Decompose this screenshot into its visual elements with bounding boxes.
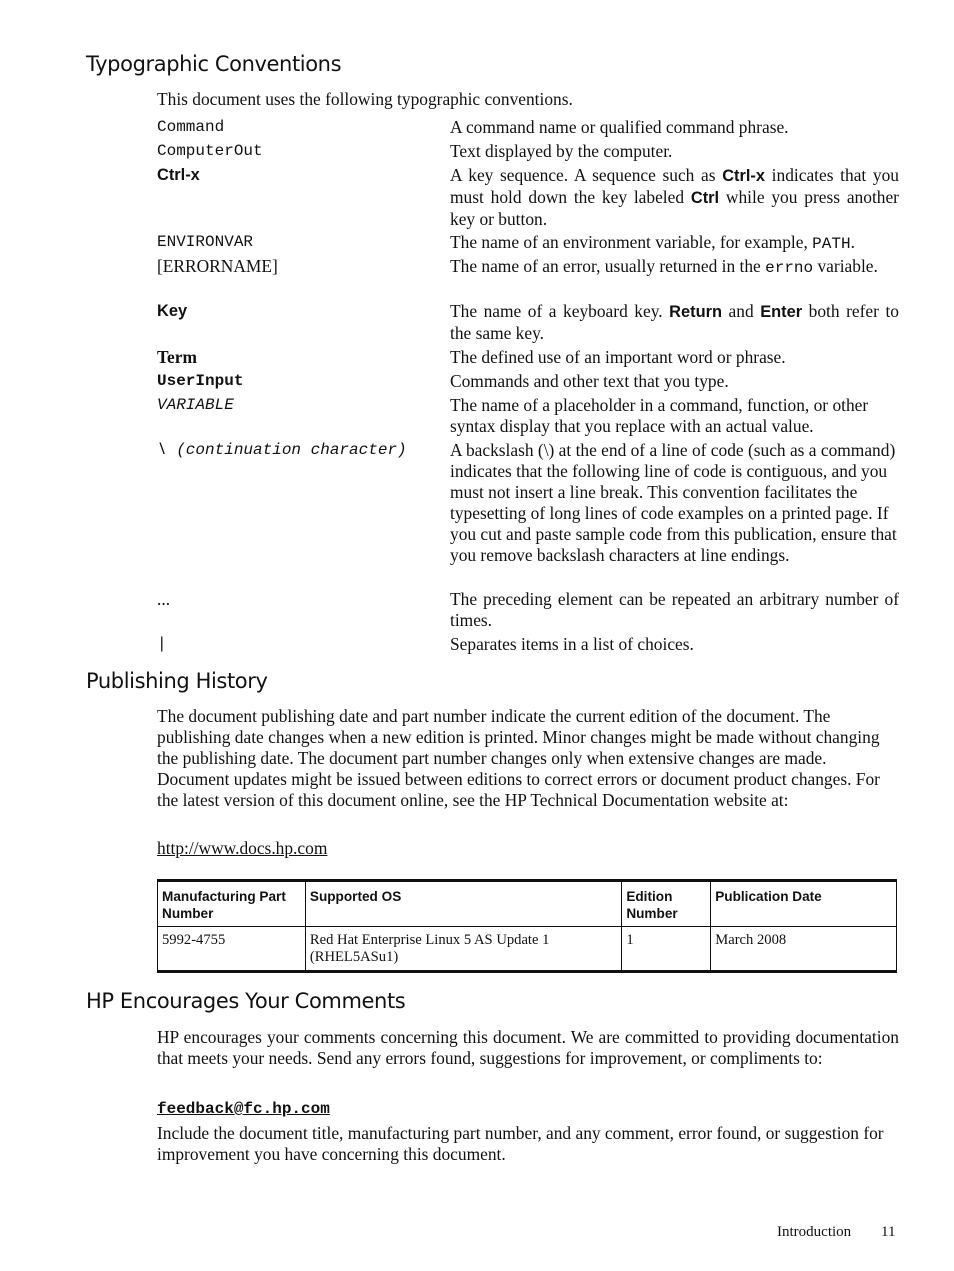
convention-desc: A key sequence. A sequence such as Ctrl-x indicates that you must hold down the key labeled Ctrl while you press another key or button. (450, 165, 899, 229)
convention-desc: A backslash (\) at the end of a line of code (such as a command) indicates that the following line of code is contiguous, and you must not insert a line break. This convention facilitates the typesetting of long lines of code examples on a printed page. If you cut and paste sample code from this publication, ensure that you remove backslash characters at line endings. (450, 440, 897, 565)
footer-section: Introduction (777, 1224, 852, 1240)
convention-desc: Text displayed by the computer. (450, 141, 673, 161)
convention-desc: The defined use of an important word or phrase. (450, 347, 786, 367)
table-row (158, 927, 897, 972)
table-header-cell: Publication Date (711, 881, 897, 927)
convention-desc: The name of a keyboard key. Return and Enter both refer to the same key. (450, 301, 899, 343)
convention-desc: The name of an environment variable, for example, PATH. (450, 232, 855, 253)
convention-desc: The name of a placeholder in a command, function, or other syntax display that you replace with an actual value. (450, 395, 869, 436)
convention-term: UserInput (157, 372, 244, 390)
convention-desc: A command name or qualified command phrase. (450, 117, 789, 137)
table-header-cell: Supported OS (305, 881, 621, 927)
feedback-email-link[interactable]: feedback@fc.hp.com (157, 1100, 330, 1118)
convention-term: Command (157, 118, 225, 136)
comments-body: HP encourages your comments concerning this document. We are committed to providing documentation that meets your needs. Send any errors found, suggestions for improvement, or compliments to: (157, 1027, 899, 1068)
table-cell: March 2008 (711, 927, 897, 972)
convention-term: ENVIRONVAR (157, 233, 254, 251)
convention-desc: The preceding element can be repeated an arbitrary number of times. (450, 589, 899, 630)
section-heading-typographic: Typographic Conventions (86, 52, 342, 76)
footer-page-number: 11 (881, 1224, 896, 1240)
convention-term: Term (157, 347, 197, 367)
convention-term: Ctrl-x (157, 166, 200, 184)
convention-term: Key (157, 302, 188, 320)
publishing-history-table (157, 879, 897, 973)
convention-desc: Commands and other text that you type. (450, 371, 729, 391)
table-header-cell: Edition Number (622, 881, 711, 927)
feedback-email-para (157, 1097, 899, 1120)
convention-term: [ERRORNAME] (157, 256, 278, 276)
convention-term: VARIABLE (157, 396, 234, 414)
table-cell: Red Hat Enterprise Linux 5 AS Update 1 (RHEL5ASu1) (305, 927, 621, 972)
table-cell: 1 (622, 927, 711, 972)
convention-term: | (157, 635, 167, 653)
convention-term: ComputerOut (157, 142, 263, 160)
section-heading-comments: HP Encourages Your Comments (86, 989, 406, 1013)
convention-desc: The name of an error, usually returned in the errno variable. (450, 256, 878, 277)
table-header-row (158, 881, 897, 927)
table-cell: 5992-4755 (158, 927, 306, 972)
typographic-intro: This document uses the following typographic conventions. (157, 89, 573, 109)
section-heading-publishing: Publishing History (86, 669, 268, 693)
comments-closing: Include the document title, manufacturing part number, and any comment, error found, or suggestion for improvement you have concerning this document. (157, 1123, 884, 1164)
table-header-cell: Manufacturing Part Number (158, 881, 306, 927)
docs-link[interactable]: http://www.docs.hp.com (157, 838, 328, 858)
convention-term: ... (157, 589, 171, 609)
convention-term: \ (continuation character) (157, 441, 407, 459)
publishing-body: The document publishing date and part number indicate the current edition of the document. The publishing date changes when a new edition is printed. Minor changes might be made without changing the publishing date. The document part number changes only when extensive changes are made. Document updates might be issued between editions to correct errors or document product changes. For the latest version of this document online, see the HP Technical Documentation website at: (157, 706, 880, 810)
publishing-link-para (157, 838, 899, 859)
convention-desc: Separates items in a list of choices. (450, 634, 694, 654)
